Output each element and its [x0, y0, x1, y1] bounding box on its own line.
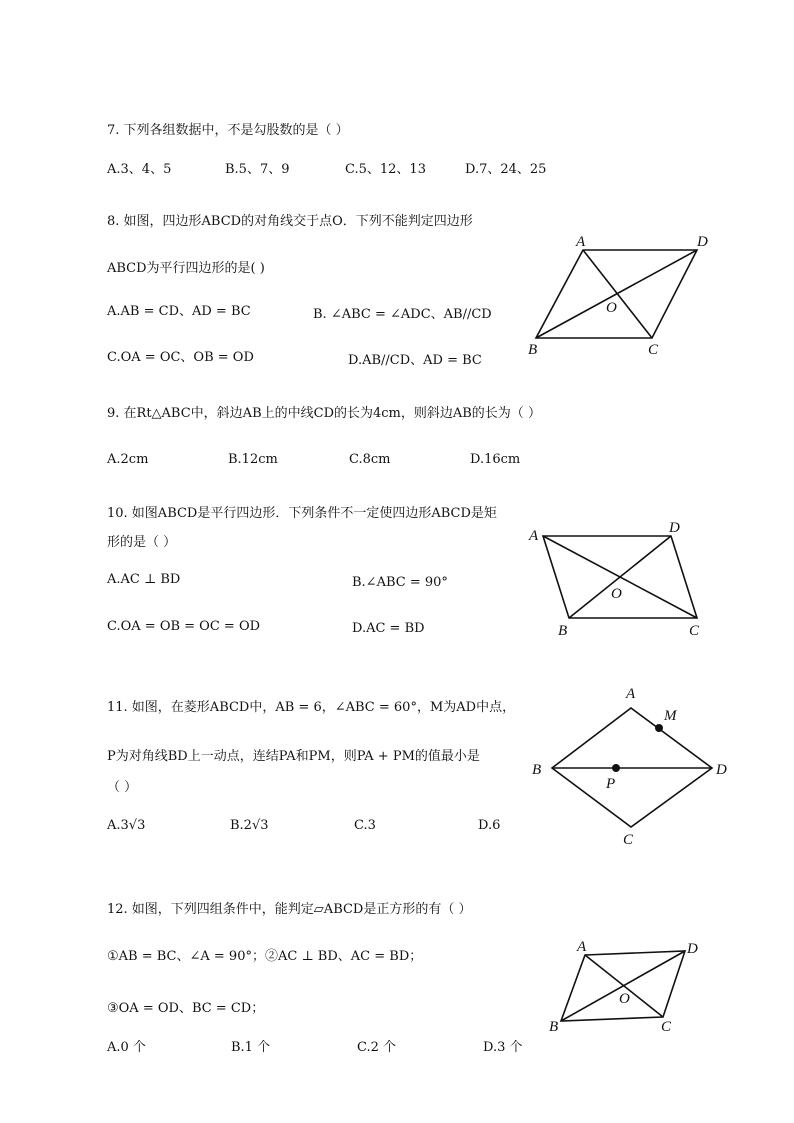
q9-stem: 9. 在Rt△ABC中，斜边AB上的中线CD的长为4cm，则斜边AB的长为（ ） [107, 406, 541, 421]
q12-label-o: O [619, 991, 630, 1007]
q10-option-c: C.OA = OB = OC = OD [107, 619, 261, 634]
q11-label-p: P [606, 776, 616, 792]
q8-option-a: A.AB = CD、AD = BC [107, 304, 251, 319]
q12-stem: 12. 如图，下列四组条件中，能判定▱ABCD是正方形的有（ ） [107, 902, 472, 917]
q12-option-b: B.1 个 [231, 1040, 271, 1055]
q8-label-o: O [606, 300, 617, 316]
q10-option-b: B.∠ABC = 90° [352, 575, 448, 590]
q8-option-b: B. ∠ABC = ∠ADC、AB//CD [313, 307, 492, 322]
q11-point-p [612, 764, 620, 772]
q11-option-c: C.3 [354, 818, 376, 833]
q7-option-b: B.5、7、9 [225, 162, 290, 177]
q11-point-m [655, 724, 663, 732]
q8-label-c: C [648, 342, 659, 358]
q10-label-o: O [611, 586, 622, 602]
q12-option-a: A.0 个 [107, 1040, 146, 1055]
q10-stem-line1: 10. 如图ABCD是平行四边形．下列条件不一定使四边形ABCD是矩 [107, 506, 497, 521]
q7-option-d: D.7、24、25 [465, 162, 547, 177]
q10-diagonal-bd [569, 536, 671, 618]
q12-figure [545, 935, 715, 1035]
q9-option-c: C.8cm [349, 452, 391, 467]
q12-conditions-line2: ③OA = OD、BC = CD； [107, 1001, 265, 1016]
q8-stem-line1: 8. 如图，四边形ABCD的对角线交于点O．下列不能判定四边形 [107, 214, 473, 229]
q11-option-b: B.2√3 [230, 818, 269, 833]
q12-label-a: A [577, 939, 587, 955]
q10-figure [525, 518, 725, 643]
q10-option-a: A.AC ⊥ BD [107, 572, 181, 587]
q7-option-c: C.5、12、13 [345, 162, 426, 177]
q10-label-d: D [669, 520, 680, 536]
q8-label-a: A [576, 234, 586, 250]
q12-conditions-line1: ①AB = BC、∠A = 90°；②AC ⊥ BD、AC = BD； [107, 949, 423, 964]
q11-label-a: A [626, 686, 636, 702]
q9-option-a: A.2cm [107, 452, 149, 467]
q11-option-d: D.6 [478, 818, 501, 833]
q10-label-b: B [558, 623, 568, 639]
q9-option-b: B.12cm [228, 452, 278, 467]
q8-stem-line2: ABCD为平行四边形的是( ) [107, 261, 265, 276]
q11-stem-line3: （ ） [107, 780, 138, 795]
q11-stem-line1: 11. 如图，在菱形ABCD中，AB = 6，∠ABC = 60°，M为AD中点， [107, 700, 516, 715]
q8-label-d: D [697, 234, 708, 250]
q11-option-a: A.3√3 [107, 818, 146, 833]
q11-label-c: C [623, 832, 634, 848]
q8-figure [520, 230, 720, 360]
q8-label-b: B [528, 342, 538, 358]
q10-option-d: D.AC = BD [352, 621, 425, 636]
q11-label-m: M [664, 708, 677, 724]
q12-diagonal-bd [561, 951, 685, 1021]
q11-label-d: D [716, 762, 727, 778]
q7-stem: 7. 下列各组数据中，不是勾股数的是（ ） [107, 123, 349, 138]
q10-label-c: C [689, 623, 700, 639]
q11-figure [528, 680, 738, 850]
q7-option-a: A.3、4、5 [107, 162, 172, 177]
q11-stem-line2: P为对角线BD上一动点，连结PA和PM，则PA + PM的值最小是 [107, 749, 480, 764]
q9-option-d: D.16cm [470, 452, 521, 467]
q12-label-c: C [661, 1019, 672, 1035]
q12-option-d: D.3 个 [483, 1040, 523, 1055]
q11-label-b: B [532, 762, 542, 778]
q12-label-b: B [549, 1019, 559, 1035]
q12-label-d: D [687, 941, 698, 957]
q8-option-d: D.AB//CD、AD = BC [348, 353, 482, 368]
q10-stem-line2: 形的是（ ） [107, 535, 177, 550]
q8-option-c: C.OA = OC、OB = OD [107, 350, 254, 365]
q12-option-c: C.2 个 [357, 1040, 397, 1055]
q10-label-a: A [529, 528, 539, 544]
